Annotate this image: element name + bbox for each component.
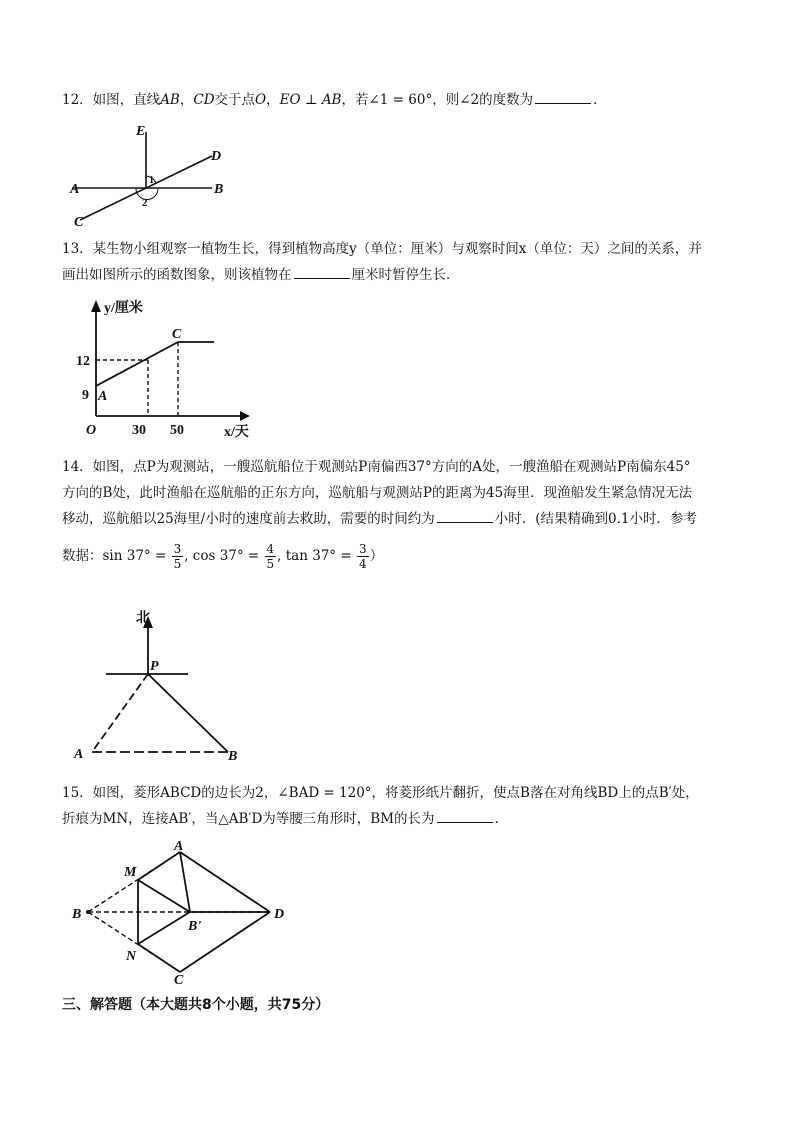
label-angle1: 1 — [149, 175, 154, 186]
label-b-prime: B' — [188, 919, 202, 934]
point-c-label: C — [172, 327, 182, 342]
label-b: B — [228, 749, 238, 764]
label-a: A — [174, 839, 184, 854]
answer-blank[interactable] — [535, 89, 591, 104]
x-axis-label: x/天 — [224, 425, 249, 440]
label-d: D — [211, 149, 222, 164]
label-b: B — [214, 182, 224, 197]
label-c: C — [74, 215, 84, 230]
tick-50: 50 — [170, 423, 184, 438]
answer-blank[interactable] — [294, 264, 350, 279]
q14-figure — [72, 606, 262, 766]
label-angle2: 2 — [142, 197, 148, 209]
label-a: A — [70, 182, 80, 197]
q15-figure — [70, 838, 300, 988]
label-e: E — [136, 124, 146, 139]
label-d: D — [274, 907, 285, 922]
label-a: A — [74, 747, 84, 762]
origin-label: O — [86, 423, 97, 438]
cos-fraction: $\frac{4}{5}$ — [266, 542, 275, 571]
question-14: 14．如图，点P为观测站，一艘巡航船位于观测站P南偏西37°方向的A处，一艘渔船在观测站P南偏东45° 方向的B处，此时渔船在巡航船的正东方向，巡航船与观测站P的距离为45海里．现渔船发生紧急情况无法 移动，巡航船以25海里/小时的速度前去救助，需要的时间约为 小时．(结果精确到0.1小时．参考 数据：sin 37° = $\frac{3}{5}$ , cos 37° = $\frac{4}{5}$ , tan 37° = $\frac{3}{4}$ ） — [62, 454, 742, 571]
q13-graph — [76, 296, 270, 446]
answer-blank[interactable] — [437, 808, 493, 823]
north-label: 北 — [136, 610, 150, 626]
question-13: 13．某生物小组观察一植物生长，得到植物高度y（单位：厘米）与观察时间x（单位：天）之间的关系，并 画出如图所示的函数图象，则该植物在 厘米时暂停生长． — [62, 241, 702, 283]
label-c: C — [174, 973, 184, 988]
tan-fraction: $\frac{3}{4}$ — [359, 542, 367, 571]
answer-blank[interactable] — [437, 508, 493, 523]
tick-12: 12 — [76, 354, 90, 369]
section-heading: 三、解答题（本大题共8个小题，共75分） — [62, 997, 330, 1013]
point-a-label: A — [98, 389, 108, 404]
y-axis-label: y/厘米 — [104, 301, 143, 316]
tick-30: 30 — [132, 423, 146, 438]
reference-data: 数据：sin 37° = $\frac{3}{5}$ , cos 37° = $\frac{4}{5}$ , tan 37° = $\frac{3}{4}$ ） — [62, 542, 384, 571]
label-p: P — [150, 659, 159, 674]
question-15: 15．如图，菱形ABCD的边长为2，∠BAD = 120°，将菱形纸片翻折，使点B落在对角线BD上的点B′处， 折痕为MN，连接AB′，当△AB′D为等腰三角形时，BM的长为 ． — [62, 785, 699, 827]
sin-fraction: $\frac{3}{5}$ — [173, 542, 182, 571]
tick-9: 9 — [82, 388, 89, 403]
question-12: 12．如图，直线AB，CD交于点O，EO ⊥ AB，若∠1 = 60°，则∠2的度数为 ． — [62, 87, 742, 113]
q12-figure — [66, 122, 236, 230]
label-b: B — [72, 907, 82, 922]
label-m: M — [124, 865, 137, 880]
label-n: N — [126, 949, 137, 964]
